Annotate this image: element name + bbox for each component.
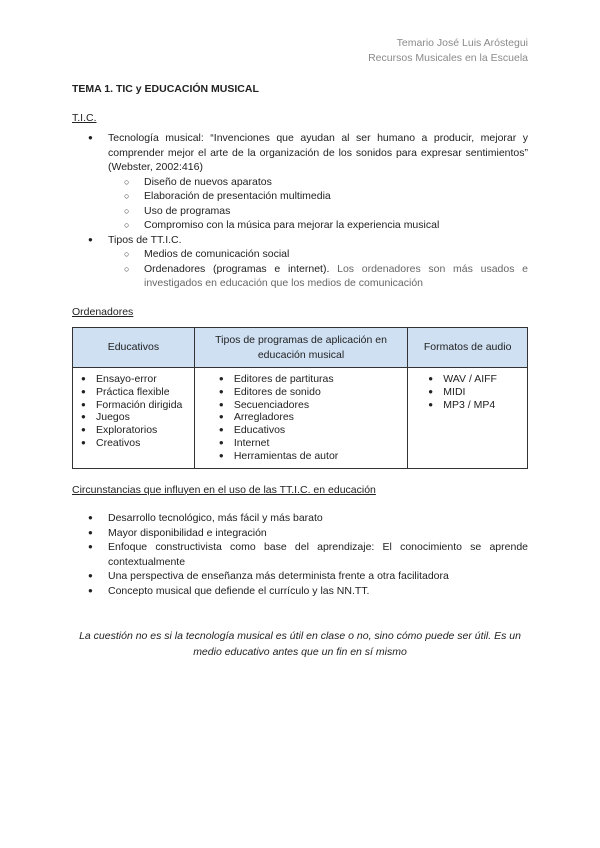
list-item: ● Creativos [79,437,188,450]
list-item [72,233,528,291]
cell-list [217,373,401,463]
list-item: ● Ensayo-error [79,373,188,386]
table-row [73,368,528,469]
sublist-item: ○ Medios de comunicación social [72,247,528,262]
list-item: ● Concepto musical que defiende el currículo y las NN.TT. [72,584,528,599]
list-item: ● WAV / AIFF [426,373,521,386]
table-header-cell: Formatos de audio [408,328,528,368]
list-item: ● Práctica flexible [79,386,188,399]
table-header-cell: Educativos [73,328,195,368]
tic-list [72,131,528,291]
sublist-item: ○ Diseño de nuevos aparatos [72,175,528,190]
list-item: ● Arregladores [217,411,401,424]
table-cell [194,368,407,469]
list-item: ● Juegos [79,411,188,424]
list-item-text: Tipos de TT.I.C. [108,233,182,246]
list-item: ● Desarrollo tecnológico, más fácil y más barato [72,511,528,526]
circunstancias-heading: Circunstancias que influyen en el uso de las TT.I.C. en educación [72,483,376,496]
list-item: ● Mayor disponibilidad e integración [72,526,528,541]
sublist [108,175,528,233]
sublist-item: ○ Uso de programas [72,204,528,219]
sublist-item-text: Ordenadores (programas e internet). [144,262,330,275]
list-item: ● Herramientas de autor [217,450,401,463]
list-item: ● Educativos [217,424,401,437]
list-item-text: Tecnología musical: “Invenciones que ayudan al ser humano a producir, mejorar y comprender mejor el arte de la organización de los sonidos para expresar sentimientos” (Webster, 2002:416) [108,132,528,173]
page-title: TEMA 1. TIC y EDUCACIÓN MUSICAL [72,83,259,95]
list-item: ● Enfoque constructivista como base del aprendizaje: El conocimiento se aprende contextualmente [72,540,528,569]
list-item: ● Editores de sonido [217,386,401,399]
sublist-item: ○ Compromiso con la música para mejorar la experiencia musical [72,218,528,233]
header-subject: Recursos Musicales en la Escuela [368,52,528,64]
header-author: Temario José Luis Aróstegui [396,37,528,49]
list-item [72,131,528,233]
list-item: ● Internet [217,437,401,450]
list-item: ● Editores de partituras [217,373,401,386]
list-item: ● Secuenciadores [217,399,401,412]
list-item: ● Una perspectiva de enseñanza más determinista frente a otra facilitadora [72,569,528,584]
table-header-cell: Tipos de programas de aplicación en educación musical [194,328,407,368]
list-item: ● Formación dirigida [79,399,188,412]
closing-quote: La cuestión no es si la tecnología musical es útil en clase o no, sino cómo puede ser útil. Es un medio educativo antes que un fin en sí mismo [79,630,521,659]
sublist-item [72,262,528,291]
ordenadores-table [72,327,528,469]
cell-list [79,373,188,450]
ordenadores-heading: Ordenadores [72,305,134,318]
table-header-row [73,328,528,368]
cell-list [426,373,521,411]
sublist-item: ○ Elaboración de presentación multimedia [72,189,528,204]
document-body [72,82,528,660]
sublist-item-note: Los ordenadores son más usados e investigados en educación que los medios de comunicación [144,262,529,289]
list-item: ● MIDI [426,386,521,399]
sublist [108,247,528,291]
list-item: ● MP3 / MP4 [426,399,521,412]
list-item: ● Exploratorios [79,424,188,437]
circunstancias-list [72,511,528,598]
table-cell [73,368,195,469]
page-header [368,36,528,66]
table-cell [408,368,528,469]
tic-heading: T.I.C. [72,111,97,124]
